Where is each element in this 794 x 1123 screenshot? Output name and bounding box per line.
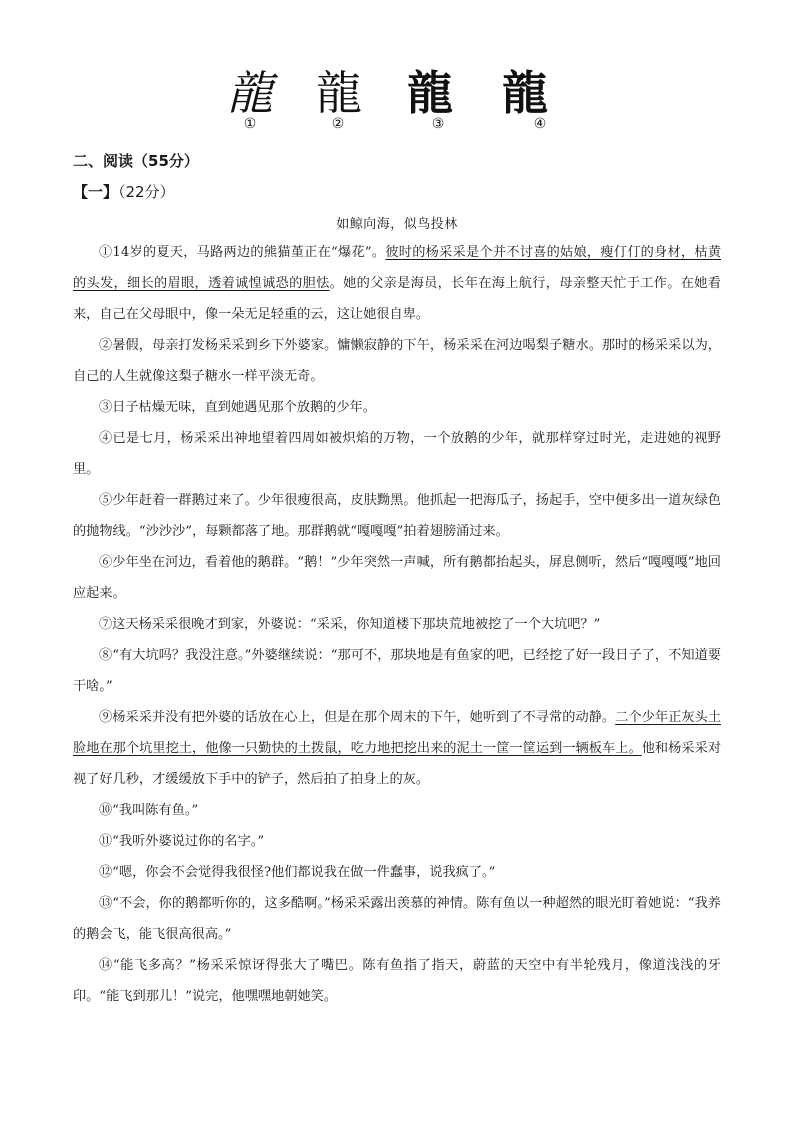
paragraph-12 xyxy=(73,857,721,888)
paragraph-text: ⑫“嗯，你会不会觉得我很怪?他们都说我在做一件蠢事，说我疯了。” xyxy=(99,865,496,880)
paragraph-11 xyxy=(73,826,721,857)
paragraph-8 xyxy=(73,640,721,702)
glyph-number-4: ④ xyxy=(533,116,547,132)
paragraph-2 xyxy=(73,330,721,392)
paragraph-text: ③日子枯燥无味，直到她遇见那个放鹅的少年。 xyxy=(99,400,376,415)
glyph-number-row xyxy=(0,116,794,136)
glyph-number-1: ① xyxy=(243,116,257,132)
paragraph-text: ⑩“我叫陈有鱼。” xyxy=(99,803,199,818)
paragraph-13 xyxy=(73,888,721,950)
paragraph-text: ⑨杨采采并没有把外婆的话放在心上，但是在那个周末的下午，她听到了不寻常的动静。 xyxy=(99,710,616,725)
underlined-text: 二个少年正灰头土脸地在那个坑里挖土，他像一只勤快的土拨鼠，吃力地把挖出来的泥土一筐一筐运到一辆板车上。 xyxy=(73,710,722,756)
glyph-number-2: ② xyxy=(331,116,345,132)
paragraph-text: ②暑假，母亲打发杨采采到乡下外婆家。慵懒寂静的下午，杨采采在河边喝梨子糖水。那时的杨采采以为，自己的人生就像这梨子糖水一样平淡无奇。 xyxy=(73,338,721,384)
paragraph-text: ⑪“我听外婆说过你的名字。” xyxy=(99,834,265,849)
paragraph-text: 。她的父亲是海员，长年在海上航行，母亲整天忙于工作。在她看来，自己在父母眼中，像一朵无足轻重的云，这让她很自卑。 xyxy=(73,276,721,322)
calligraphy-glyph-4: 龍 xyxy=(502,66,548,120)
essay-title: 如鲸向海，似鸟投林 xyxy=(336,217,458,232)
calligraphy-glyph-1: 龍 xyxy=(227,66,273,120)
paragraph-text: ⑥少年坐在河边，看着他的鹅群。“鹅！”少年突然一声喊，所有鹅都抬起头，屏息侧听，然后“嘎嘎嘎”地回应起来。 xyxy=(73,555,721,601)
paragraph-text: 他和杨采采对视了好几秒，才缓缓放下手中的铲子，然后拍了拍身上的灰。 xyxy=(73,741,722,787)
paragraph-text: ④已是七月，杨采采出神地望着四周如被炽焰的万物，一个放鹅的少年，就那样穿过时光，走进她的视野里。 xyxy=(73,431,721,477)
paragraph-text: ⑦这天杨采采很晚才到家，外婆说：“采采，你知道楼下那块荒地被挖了一个大坑吧？” xyxy=(99,617,601,632)
paragraph-text: ①14岁的夏天，马路两边的熊猫堇正在“爆花”。 xyxy=(99,245,386,260)
calligraphy-glyph-2: 龍 xyxy=(316,66,362,120)
paragraph-text: ⑭“能飞多高？”杨采采惊讶得张大了嘴巴。陈有鱼指了指天，蔚蓝的天空中有半轮残月，像道浅浅的牙印。“能飞到那儿！”说完，他嘿嘿地朝她笑。 xyxy=(73,958,721,1004)
paragraph-9 xyxy=(73,702,721,795)
paragraph-10 xyxy=(73,795,721,826)
essay-body xyxy=(73,237,721,1012)
paragraph-text: ⑬“不会，你的鹅都听你的，这多酷啊。”杨采采露出羡慕的神情。陈有鱼以一种超然的眼光盯着她说：“我养的鹅会飞，能飞很高很高。” xyxy=(73,896,721,942)
paragraph-14 xyxy=(73,950,721,1012)
section-title: 二、阅读（55分） xyxy=(73,152,199,170)
underlined-text: 彼时的杨采采是个并不讨喜的姑娘，瘦仃仃的身材，枯黄的头发，细长的眉眼，透着诚惶诚恐的胆怯 xyxy=(73,245,722,291)
glyph-number-3: ③ xyxy=(431,116,445,132)
paragraph-3 xyxy=(73,392,721,423)
paragraph-5 xyxy=(73,485,721,547)
paragraph-text: ⑤少年赶着一群鹅过来了。少年很瘦很高，皮肤黝黑。他抓起一把海瓜子，扬起手，空中便多出一道灰绿色的抛物线。“沙沙沙”，每颗都落了地。那群鹅就“嘎嘎嘎”拍着翅膀涌过来。 xyxy=(73,493,721,539)
paragraph-text: ⑧“有大坑吗？我没注意。”外婆继续说：“那可不，那块地是有鱼家的吧，已经挖了好一段日子了，不知道要干啥。” xyxy=(73,648,721,694)
paragraph-6 xyxy=(73,547,721,609)
paragraph-4 xyxy=(73,423,721,485)
paragraph-1 xyxy=(73,237,721,330)
part-heading xyxy=(73,181,175,202)
part-points: （22分） xyxy=(118,183,175,201)
part-label: 【一】 xyxy=(73,183,119,201)
calligraphy-glyph-3: 龍 xyxy=(407,66,453,120)
paragraph-7 xyxy=(73,609,721,640)
